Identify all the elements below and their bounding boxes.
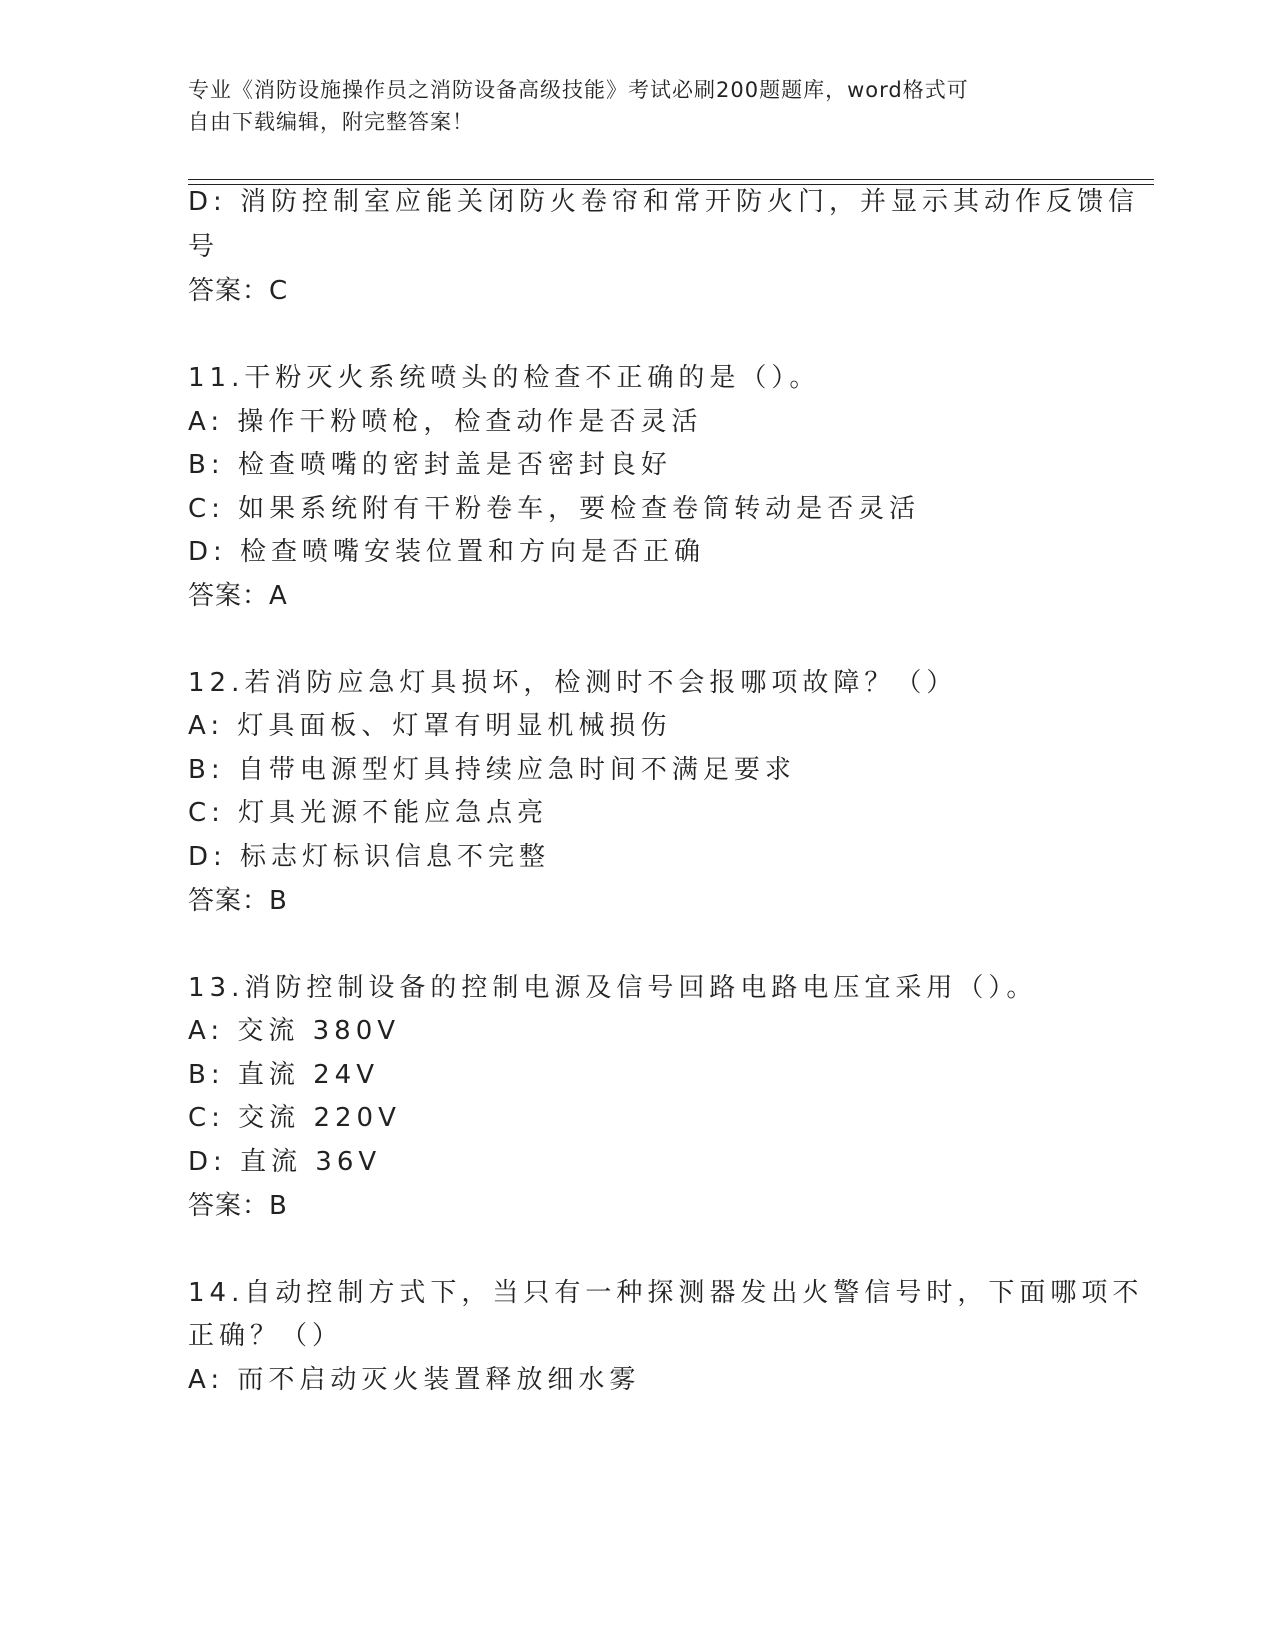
prev-option-d-line-2: 号 — [188, 232, 220, 262]
q11-answer: 答案：A — [188, 581, 288, 611]
q12-option-d: D: 标志灯标识信息不完整 — [188, 842, 551, 872]
header-divider-top — [188, 179, 1154, 180]
q11-option-c: C: 如果系统附有干粉卷车，要检查卷筒转动是否灵活 — [188, 494, 921, 524]
q14-stem-line-2: 正确？（） — [188, 1321, 344, 1351]
header-divider-bottom — [188, 184, 1154, 185]
header-line-2: 自由下载编辑，附完整答案！ — [188, 110, 474, 134]
q12-option-a: A: 灯具面板、灯罩有明显机械损伤 — [188, 711, 672, 741]
q12-option-b: B: 自带电源型灯具持续应急时间不满足要求 — [188, 755, 796, 785]
q11-option-b: B: 检查喷嘴的密封盖是否密封良好 — [188, 450, 672, 480]
q13-option-a: A: 交流 380V — [188, 1016, 401, 1046]
q12-answer: 答案：B — [188, 886, 288, 916]
document-header — [188, 74, 1088, 138]
q13-option-b: B: 直流 24V — [188, 1060, 379, 1090]
q12-option-c: C: 灯具光源不能应急点亮 — [188, 798, 549, 828]
q12-stem: 12.若消防应急灯具损坏，检测时不会报哪项故障？（） — [188, 668, 958, 698]
prev-option-d-line-1: D: 消防控制室应能关闭防火卷帘和常开防火门，并显示其动作反馈信 — [188, 187, 1140, 217]
q13-answer: 答案：B — [188, 1191, 288, 1221]
q13-option-c: C: 交流 220V — [188, 1103, 401, 1133]
q11-stem: 11.干粉灭火系统喷头的检查不正确的是（）。 — [188, 363, 821, 393]
prev-answer: 答案：C — [188, 276, 289, 306]
q14-option-a: A: 而不启动灭火装置释放细水雾 — [188, 1365, 641, 1395]
q11-option-a: A: 操作干粉喷枪，检查动作是否灵活 — [188, 407, 703, 437]
q13-option-d: D: 直流 36V — [188, 1147, 382, 1177]
q11-option-d: D: 检查喷嘴安装位置和方向是否正确 — [188, 537, 706, 567]
q13-stem: 13.消防控制设备的控制电源及信号回路电路电压宜采用（）。 — [188, 973, 1038, 1003]
header-line-1: 专业《消防设施操作员之消防设备高级技能》考试必刷200题题库，word格式可 — [188, 78, 969, 102]
q14-stem-line-1: 14.自动控制方式下，当只有一种探测器发出火警信号时，下面哪项不 — [188, 1278, 1144, 1308]
